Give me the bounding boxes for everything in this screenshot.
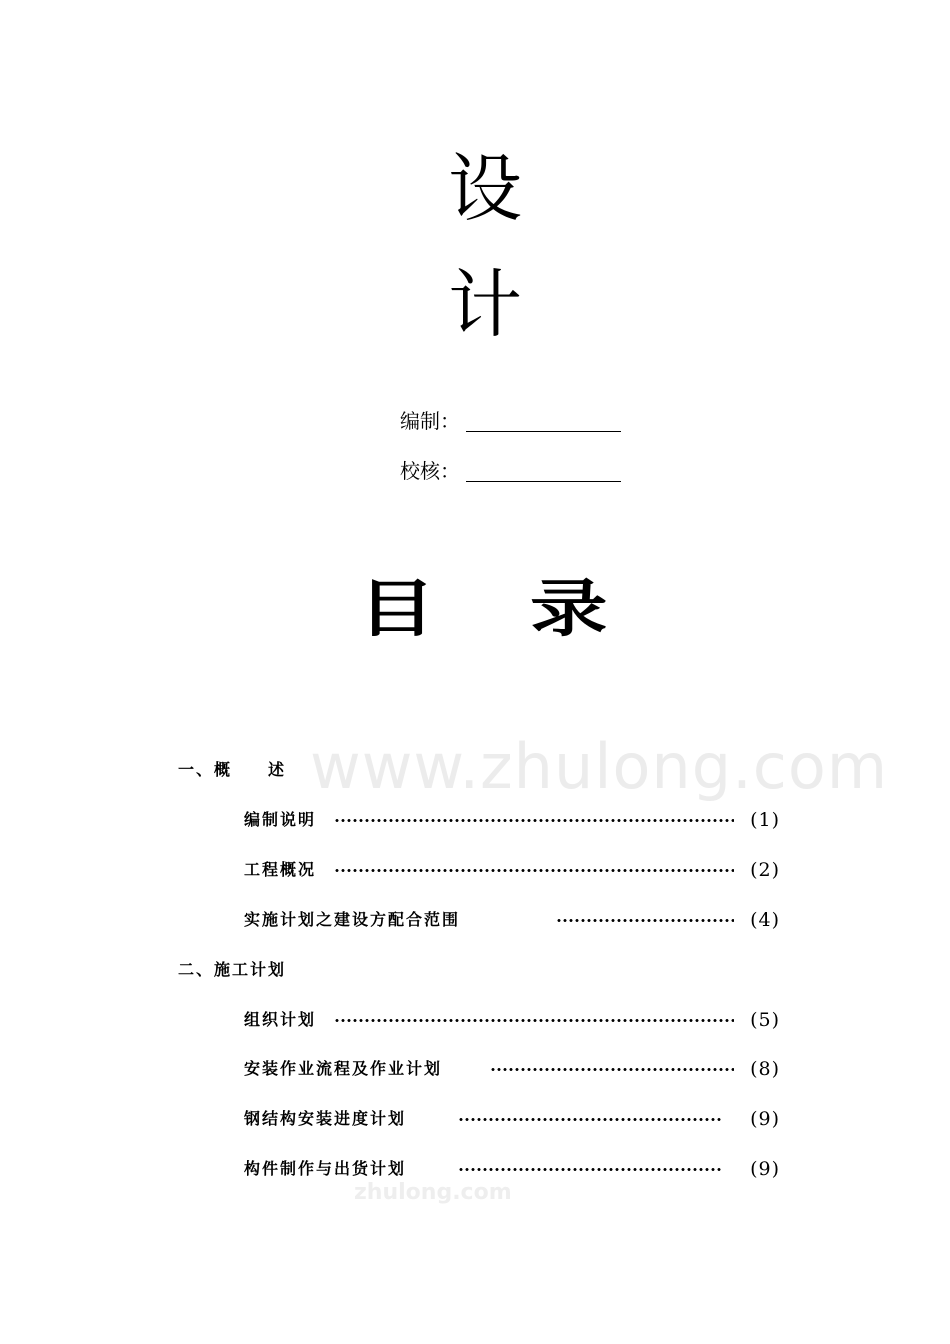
toc-entry[interactable] (244, 908, 780, 932)
dot-leader (458, 1118, 722, 1121)
toc-entry[interactable] (244, 1008, 780, 1032)
toc-entry[interactable] (244, 858, 780, 882)
cover-title-char-2: 计 (448, 262, 522, 348)
dot-leader (334, 819, 734, 822)
dot-leader (458, 1168, 722, 1171)
toc-entry-label: 编制说明 (244, 810, 317, 829)
watermark: www.zhulong.com (310, 730, 889, 803)
toc-entry-page: (5) (750, 1009, 780, 1031)
compiler-signature-row (400, 406, 621, 436)
toc-heading (0, 572, 950, 648)
cover-title-char-1: 设 (448, 146, 522, 232)
toc-entry[interactable] (244, 808, 780, 832)
toc-entry-page: (4) (750, 909, 780, 931)
toc-entry-label: 组织计划 (244, 1010, 317, 1029)
toc-entry[interactable] (244, 1107, 780, 1131)
toc-entry-label: 工程概况 (244, 860, 317, 879)
toc-heading-char-2: 录 (530, 572, 608, 645)
dot-leader (490, 1068, 734, 1071)
watermark-bottom: zhulong.com (354, 1180, 512, 1205)
toc-entry[interactable] (244, 1057, 780, 1081)
toc-entry-page: (1) (750, 809, 780, 831)
toc-heading-char-1: 目 (358, 572, 436, 645)
dot-leader (334, 1019, 734, 1022)
checker-label: 校核： (400, 459, 460, 483)
checker-signature-line (466, 480, 621, 482)
toc-entry-label: 构件制作与出货计划 (244, 1159, 407, 1178)
toc-entry-page: (8) (750, 1058, 780, 1080)
compiler-signature-line (466, 430, 621, 432)
toc-entry-label: 钢结构安装进度计划 (244, 1109, 407, 1128)
toc-entry-label: 安装作业流程及作业计划 (244, 1059, 443, 1078)
toc-entry-label: 实施计划之建设方配合范围 (244, 910, 461, 929)
dot-leader (556, 919, 734, 922)
toc-entry-page: (9) (750, 1108, 780, 1130)
toc-section-2-title: 二、施工计划 (178, 960, 287, 979)
toc-entry[interactable] (244, 1157, 780, 1181)
checker-signature-row (400, 456, 621, 486)
toc-section-1-title: 一、概 述 (178, 760, 287, 779)
toc-entry-page: (9) (750, 1158, 780, 1180)
compiler-label: 编制： (400, 409, 460, 433)
dot-leader (334, 869, 734, 872)
toc-entry-page: (2) (750, 859, 780, 881)
